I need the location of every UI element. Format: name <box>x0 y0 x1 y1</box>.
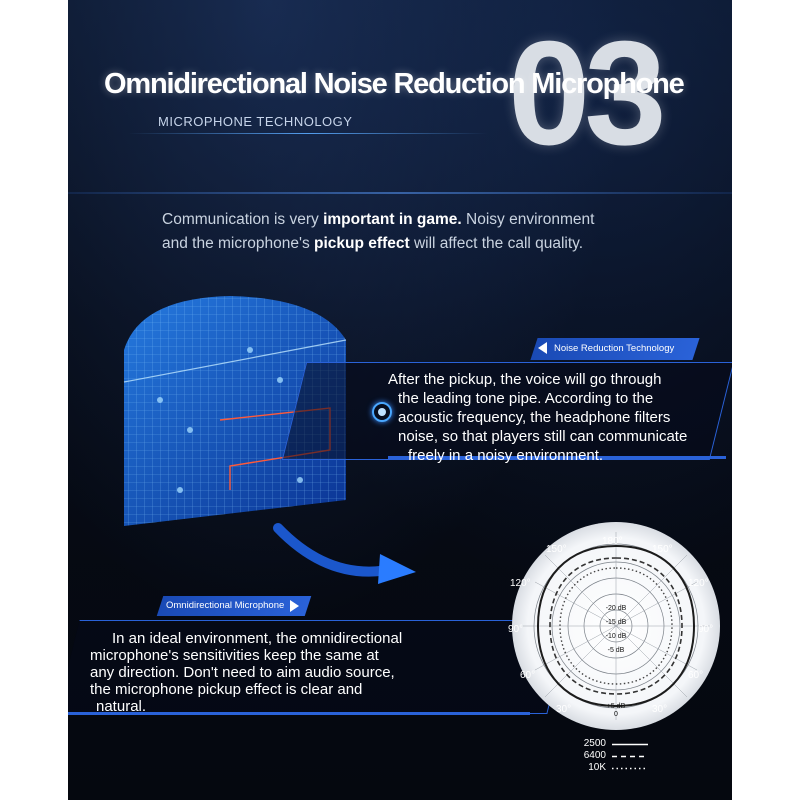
angle-label: 120° <box>688 578 709 589</box>
noise-line-1: After the pickup, the voice will go through <box>388 371 662 388</box>
product-panel <box>68 0 732 800</box>
section-number: 03 <box>508 11 661 176</box>
db-label: +5 dB <box>606 703 626 710</box>
legend-label: 6400 <box>583 750 606 761</box>
noise-reduction-text <box>388 370 718 465</box>
omni-line-1: In an ideal environment, the omnidirectional <box>112 630 403 647</box>
subtitle-underline <box>128 133 488 134</box>
omnidirectional-tag-label: Omnidirectional Microphone <box>166 600 285 611</box>
db-label: -10 dB <box>605 633 627 640</box>
angle-label: 60° <box>520 670 536 681</box>
db-label: -20 dB <box>605 605 627 612</box>
section-divider <box>68 192 732 194</box>
angle-label: 90° <box>698 624 714 635</box>
intro-text-4: will affect the call quality. <box>409 235 584 252</box>
noise-line-2: the leading tone pipe. According to the <box>398 390 654 407</box>
noise-line-5: freely in a noisy environment. <box>408 447 604 464</box>
noise-reduction-tag-label: Noise Reduction Technology <box>554 343 675 354</box>
angle-label: 150° <box>652 544 673 555</box>
angle-label: 90° <box>508 624 524 635</box>
db-label: -5 dB <box>607 647 625 654</box>
dashed-line-swatch <box>612 755 648 758</box>
angle-label: 30° <box>556 704 572 715</box>
omni-line-2: microphone's sensitivities keep the same at <box>90 647 379 664</box>
db-label: 0 <box>614 711 618 718</box>
intro-text-3: and the microphone's <box>162 235 315 252</box>
omni-line-3: any direction. Don't need to aim audio source, <box>90 664 395 681</box>
intro-bold-2: pickup effect <box>314 235 410 252</box>
intro-paragraph <box>162 208 682 256</box>
intro-text-2: Noisy environment <box>461 211 595 228</box>
angle-label: 120° <box>510 578 531 589</box>
omni-line-4: the microphone pickup effect is clear and <box>90 681 363 698</box>
flow-arrow <box>268 520 418 590</box>
intro-text-1: Communication is very <box>162 211 324 228</box>
legend-label: 2500 <box>583 738 606 749</box>
intro-bold-1: important in game. <box>323 211 462 228</box>
angle-label: 180° <box>602 536 623 547</box>
legend-label: 10K <box>588 762 606 773</box>
angle-label: 60° <box>688 670 704 681</box>
noise-line-4: noise, so that players still can communicate <box>398 428 688 445</box>
page-title: Omnidirectional Noise Reduction Microphone <box>104 68 684 100</box>
angle-label: 30° <box>652 704 668 715</box>
omni-line-5: natural. <box>96 698 147 715</box>
angle-label: 150° <box>546 544 567 555</box>
db-label: -15 dB <box>605 619 627 626</box>
page-subtitle: MICROPHONE TECHNOLOGY <box>158 114 353 129</box>
arrow-left-icon <box>538 342 547 354</box>
arrow-right-icon <box>290 600 299 612</box>
omnidirectional-text <box>90 630 460 715</box>
noise-line-3: acoustic frequency, the headphone filters <box>398 409 671 426</box>
dotted-line-swatch <box>612 767 648 770</box>
solid-line-swatch <box>612 743 648 746</box>
